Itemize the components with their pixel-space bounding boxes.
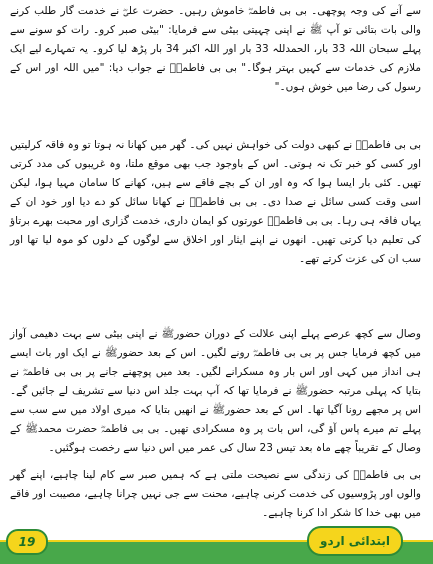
book-title-badge: ابتدائی اردو [307, 526, 403, 556]
paragraph-text: بی بی فاطمہؓ نے کبھی دولت کی خواہش نہیں کی۔ گھر میں کھانا نہ ہوتا تو وہ فاقہ کرلیتیں اور کسی کو خبر تک نہ ہوتی۔ اس کے باوجود جب بھی موقع ملتا، وہ غریبوں کی مدد کرتی تھیں۔ کئی بار ایسا ہوا کہ وہ اور ان کے بچے فاقے سے ہیں، کھانے کا سامان مہیا ہوا، لیکن اسی وقت کسی سائل نے صدا دی۔ بی بی فاطمہؓ نے کھانا سائل کو دے دیا اور خود ان کے یہاں فاقہ ہی رہا۔ بی بی فاطمہؓ عورتوں کو ایمان داری، خدمت گزاری اور محبت بھرے برتاؤ کی تعلیم دیا کرتی تھیں۔ انھوں نے اپنے ایثار اور اخلاق سے لوگوں کے دلوں کو موہ لیا تھا اور سب ان کی عزت کرتے تھے۔ [10, 139, 421, 265]
paragraph-3 [10, 325, 421, 458]
paragraph-text: بی بی فاطمہؓ کی زندگی سے نصیحت ملتی ہے کہ ہمیں صبر سے کام لینا چاہیے، اپنے گھر والوں اور پڑوسیوں کی خدمت کرنی چاہیے، محنت سے جی نہیں چرانا چاہیے، مصیبت اور فاقے میں بھی خدا کا شکر ادا کرنا چاہیے۔ [10, 469, 421, 519]
paragraph-2 [10, 136, 421, 269]
page-footer [0, 522, 433, 564]
page-number: 19 [6, 529, 48, 555]
paragraph-1 [10, 2, 421, 97]
paragraph-4 [10, 466, 421, 523]
paragraph-text: وصال سے کچھ عرصے پہلے اپنی علالت کے دوران حضورﷺ نے اپنی بیٹی سے بہت دھیمی آواز میں کچھ فرمایا جس پر بی بی فاطمہؓ رونے لگیں۔ اس کے بعد حضورﷺ نے ایک اور بات ایسے ہی انداز میں کہی اور اس بار وہ مسکرانے لگیں۔ بعد میں پوچھنے جانے پر بی بی فاطمہؓ نے بتایا کہ پہلی مرتبہ حضورﷺ نے فرمایا تھا کہ آپ بہت جلد اس دنیا سے تشریف لے جائیں گے۔ اس پر مجھے رونا آگیا تھا۔ اس کے بعد حضورﷺ نے انھیں بتایا کہ میری اولاد میں سے سب سے پہلے تم میرے پاس آؤ گی، اس بات پر وہ مسکرادی تھیں۔ بی بی فاطمہؓ حضرت محمدﷺ کے وصال کے تقریباً چھے ماہ بعد تیس 23 سال کی عمر میں اس دنیا سے رخصت ہوگئیں۔ [10, 328, 421, 454]
paragraph-text: سے آنے کی وجہ پوچھی۔ بی بی فاطمہؓ خاموش رہیں۔ حضرت علیؓ نے خدمت گار طلب کرنے والی بات بتائی تو آپ ﷺ نے اپنی چہیتی بیٹی سے فرمایا: "بیٹی صبر کرو۔ رات کو سونے سے پہلے سبحان اللہ 33 بار، الحمدللہ 33 بار اور اللہ اکبر 34 بار پڑھ لیا کرو۔ یہ تمہارے لیے ایک ملازم کی خدمات سے کہیں بہتر ہوگا۔" بی بی فاطمہؓ نے جواب دیا: "میں اللہ اور اس کے رسول کی رضا میں خوش ہوں۔" [10, 5, 422, 93]
